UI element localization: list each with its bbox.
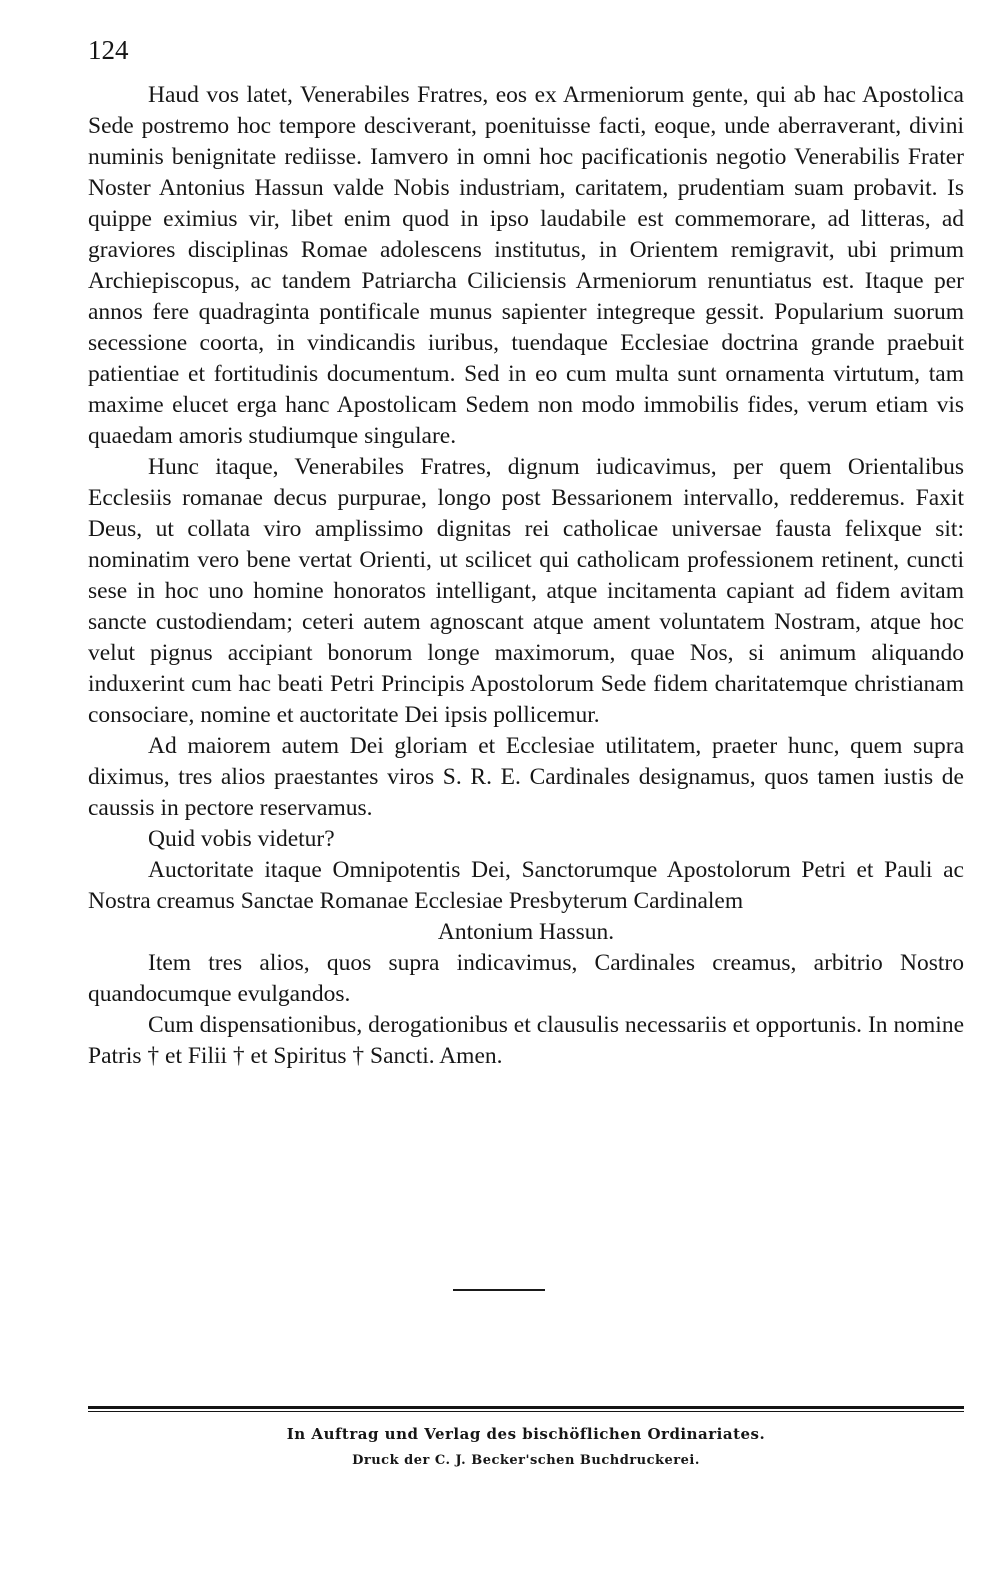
paragraph-armenians: Haud vos latet, Venerabiles Fratres, eos ex Armeniorum gente, qui ab hac Apostolica Sede postremo hoc tempore desciverant, poenituisse facti, eoque, unde aberraverant, divini numinis benignitate rediisse. Iamvero in omni hoc pacificationis negotio Venerabilis Frater Noster Antonius Hassun valde Nobis industriam, caritatem, prudentiam suam probavit. Is quippe eximius vir, libet enim quod in ipso laudabile est commemorare, ad litteras, ad graviores disciplinas Romae adolescens institutus, in Orientem remigravit, ubi primum Archiepiscopus, ac tandem Patriarcha Ciliciensis Armeniorum renuntiatus est. Itaque per annos fere quadraginta pontificale munus sapienter integreque gessit. Popularium suorum secessione coorta, in vindicandis iuribus, tuendaque Ecclesiae doctrina grande praebuit patientiae et fortitudinis documentum. Sed in eo cum multa sunt ornamenta virtutum, tam maxime elucet erga hanc Apostolicam Sedem non modo immobilis fides, verum etiam vis quaedam amoris studiumque singulare. bbox=[88, 82, 964, 449]
paragraph-hassun-merit: Hunc itaque, Venerabiles Fratres, dignum iudicavimus, per quem Orientalibus Ecclesiis romanae decus purpurae, longo post Bessarionem intervallo, redderemus. Faxit Deus, ut collata viro amplissimo dignitas rei catholicae universae fausta felixque sit: nominatim vero bene vertat Orienti, ut scilicet qui catholicam professionem retinent, cuncti sese in hoc uno homine honoratos intelligant, atque incitamenta capiant ad fidem avitam sancte custodiendam; ceteri autem agnoscant atque ament voluntatem Nostram, atque hoc velut pignus accipiant bonorum longe maximorum, quae Nos, si animum aliquando induxerint cum hac beati Petri Principis Apostolorum Sede fidem charitatemque christianam consociare, nomine et auctoritate Dei ipsis pollicemur. bbox=[88, 454, 964, 728]
section-divider bbox=[453, 1289, 545, 1291]
paragraph-question: Quid vobis videtur? bbox=[148, 826, 335, 852]
paragraph-cardinal-name: Antonium Hassun. bbox=[437, 919, 615, 945]
body-text bbox=[88, 80, 964, 1072]
page-number: 124 bbox=[88, 35, 129, 65]
paragraph-creation: Auctoritate itaque Omnipotentis Dei, Sanctorumque Apostolorum Petri et Pauli ac Nostra creamus Sanctae Romanae Ecclesiae Presbyterum Cardinalem bbox=[88, 857, 964, 914]
paragraph-closing-formula: Cum dispensationibus, derogationibus et clausulis necessariis et opportunis. In nomine Patris † et Filii † et Spiritus † Sancti. Amen. bbox=[88, 1012, 964, 1069]
footer-rule bbox=[88, 1406, 964, 1409]
footer-rule-thin bbox=[88, 1411, 964, 1412]
imprint-publisher: In Auftrag und Verlag des bischöflichen Ordinariates. bbox=[286, 1425, 766, 1443]
paragraph-cardinals-in-pectore: Ad maiorem autem Dei gloriam et Ecclesiae utilitatem, praeter hunc, quem supra diximus, tres alios praestantes viros S. R. E. Cardinales designamus, quos tamen iustis de caussis in pectore reservamus. bbox=[88, 733, 964, 821]
paragraph-three-others: Item tres alios, quos supra indicavimus, Cardinales creamus, arbitrio Nostro quandocumque evulgandos. bbox=[88, 950, 964, 1007]
imprint-printer: Druck der C. J. Becker'schen Buchdruckerei. bbox=[352, 1453, 700, 1468]
